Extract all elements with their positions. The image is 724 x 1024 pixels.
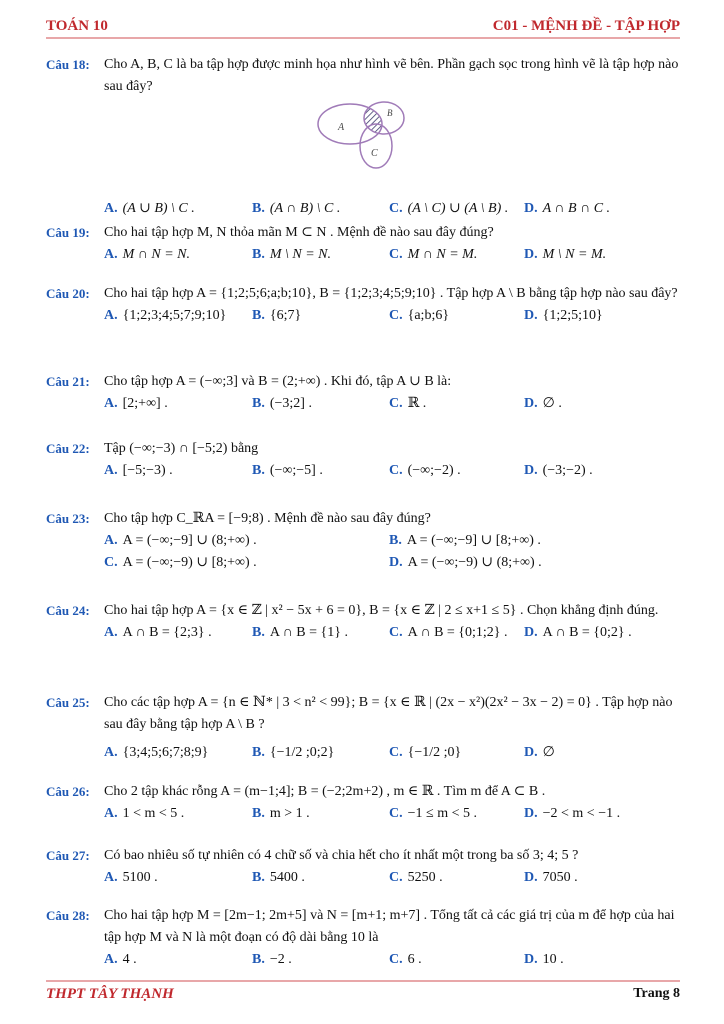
question-stem: Cho tập hợp A = (−∞;3] và B = (2;+∞) . Khi đó, tập A ∪ B là: (104, 374, 452, 389)
question-number: Câu 26: (46, 784, 90, 799)
footer-divider (46, 980, 680, 982)
option-c: C. M ∩ N = M. (389, 247, 478, 262)
option-c: C. (A \ C) ∪ (A \ B) . (389, 201, 509, 216)
question-stem: Cho các tập hợp A = {n ∈ ℕ* | 3 < n² < 99}; B = {x ∈ ℝ | (2x − x²)(2x² − 3x − 2) = 0} . Tập hợp nào sau đây bằng tập hợp A \ B ? (104, 695, 673, 732)
option-c: C. (−∞;−2) . (389, 463, 461, 478)
option-d: D. A ∩ B = {0;2} . (524, 625, 632, 640)
question-19 (46, 222, 680, 266)
question-number: Câu 27: (46, 848, 90, 863)
option-d: D. 10 . (524, 952, 564, 967)
option-c: C. A = (−∞;−9) ∪ [8;+∞) . (104, 555, 257, 570)
question-24 (46, 600, 680, 644)
page-header (46, 18, 680, 36)
question-stem: Cho A, B, C là ba tập hợp được minh họa như hình vẽ bên. Phần gạch sọc trong hình vẽ là tập hợp nào sau đây? (104, 57, 679, 94)
option-a: A. [2;+∞] . (104, 396, 168, 411)
label-c: C (371, 148, 378, 159)
question-23 (46, 508, 680, 574)
question-20 (46, 283, 680, 327)
question-number: Câu 24: (46, 603, 90, 618)
question-number: Câu 28: (46, 908, 90, 923)
question-21 (46, 371, 680, 415)
question-27 (46, 845, 680, 889)
footer-school: THPT TÂY THẠNH (46, 986, 174, 1002)
option-c: C. 5250 . (389, 870, 443, 885)
question-stem: Cho hai tập hợp A = {1;2;5;6;a;b;10}, B = {1;2;3;4;5;9;10} . Tập hợp A \ B bằng tập hợp nào sau đây? (104, 286, 678, 301)
option-d: D. (−3;−2) . (524, 463, 593, 478)
page-number: Trang 8 (633, 986, 680, 1001)
question-stem: Cho 2 tập khác rỗng A = (m−1;4]; B = (−2;2m+2) , m ∈ ℝ . Tìm m để A ⊂ B . (104, 784, 546, 799)
option-c: C. {−1/2 ;0} (389, 745, 462, 760)
options-row (104, 622, 680, 644)
question-number: Câu 19: (46, 225, 90, 240)
option-a: A. 1 < m < 5 . (104, 806, 185, 821)
option-b: B. (−3;2] . (252, 396, 312, 411)
option-b: B. {−1/2 ;0;2} (252, 745, 335, 760)
option-d: D. ∅ (524, 745, 555, 760)
option-b: B. (A ∩ B) \ C . (252, 201, 341, 216)
option-d: D. {1;2;5;10} (524, 308, 603, 323)
option-d: D. −2 < m < −1 . (524, 806, 621, 821)
option-a: A. A = (−∞;−9] ∪ (8;+∞) . (104, 533, 257, 548)
venn-diagram (316, 100, 412, 170)
option-c: C. ℝ . (389, 396, 427, 411)
options-row (104, 742, 680, 764)
question-number: Câu 23: (46, 511, 90, 526)
option-a: A. 4 . (104, 952, 137, 967)
option-a: A. 5100 . (104, 870, 158, 885)
option-c: C. A ∩ B = {0;1;2} . (389, 625, 508, 640)
option-a: A. {3;4;5;6;7;8;9} (104, 745, 209, 760)
option-a: A. A ∩ B = {2;3} . (104, 625, 212, 640)
question-number: Câu 20: (46, 286, 90, 301)
header-subject: TOÁN 10 (46, 18, 108, 34)
header-divider (46, 37, 680, 39)
question-stem: Cho hai tập hợp M, N thỏa mãn M ⊂ N . Mệnh đề nào sau đây đúng? (104, 225, 494, 240)
options-row (104, 552, 680, 574)
question-25 (46, 692, 680, 764)
option-b: B. {6;7} (252, 308, 302, 323)
options-row (104, 949, 680, 971)
question-stem: Cho tập hợp C_ℝA = [−9;8) . Mệnh đề nào sau đây đúng? (104, 511, 431, 526)
option-c: C. {a;b;6} (389, 308, 450, 323)
question-stem: Tập (−∞;−3) ∩ [−5;2) bằng (104, 441, 259, 456)
header-chapter: C01 - MỆNH ĐỀ - TẬP HỢP (492, 18, 680, 34)
option-c: C. 6 . (389, 952, 422, 967)
options-row (104, 867, 680, 889)
question-26 (46, 781, 680, 825)
option-d: D. 7050 . (524, 870, 578, 885)
question-stem: Cho hai tập hợp A = {x ∈ ℤ | x² − 5x + 6 = 0}, B = {x ∈ ℤ | 2 ≤ x+1 ≤ 5} . Chọn khẳng định đúng. (104, 603, 659, 618)
option-b: B. A = (−∞;−9] ∪ [8;+∞) . (389, 533, 541, 548)
option-b: B. (−∞;−5] . (252, 463, 323, 478)
option-a: A. [−5;−3) . (104, 463, 173, 478)
option-d: D. M \ N = M. (524, 247, 607, 262)
option-b: B. A ∩ B = {1} . (252, 625, 348, 640)
option-a: A. M ∩ N = N. (104, 247, 191, 262)
question-number: Câu 18: (46, 57, 90, 72)
options-row (104, 803, 680, 825)
options-row (104, 198, 680, 220)
question-number: Câu 21: (46, 374, 90, 389)
question-number: Câu 25: (46, 695, 90, 710)
option-b: B. M \ N = N. (252, 247, 332, 262)
label-a: A (338, 122, 345, 133)
options-row (104, 305, 680, 327)
options-row (104, 460, 680, 482)
option-b: B. 5400 . (252, 870, 305, 885)
label-b: B (387, 108, 393, 118)
option-d: D. ∅ . (524, 396, 562, 411)
options-row (104, 244, 680, 266)
option-d: D. A ∩ B ∩ C . (524, 201, 611, 216)
option-a: A. (A ∪ B) \ C . (104, 201, 195, 216)
option-b: B. m > 1 . (252, 806, 310, 821)
option-d: D. A = (−∞;−9) ∪ (8;+∞) . (389, 555, 542, 570)
question-number: Câu 22: (46, 441, 90, 456)
option-a: A. {1;2;3;4;5;7;9;10} (104, 308, 227, 323)
question-22 (46, 438, 680, 482)
option-b: B. −2 . (252, 952, 292, 967)
question-stem: Cho hai tập hợp M = [2m−1; 2m+5] và N = [m+1; m+7] . Tổng tất cả các giá trị của m để hợp của hai tập hợp M và N là một đoạn có độ dài bằng 10 là (104, 908, 675, 945)
options-row (104, 530, 680, 552)
question-28 (46, 905, 680, 971)
option-c: C. −1 ≤ m < 5 . (389, 806, 477, 821)
question-stem: Có bao nhiêu số tự nhiên có 4 chữ số và chia hết cho ít nhất một trong ba số 3; 4; 5 ? (104, 848, 579, 863)
options-row (104, 393, 680, 415)
